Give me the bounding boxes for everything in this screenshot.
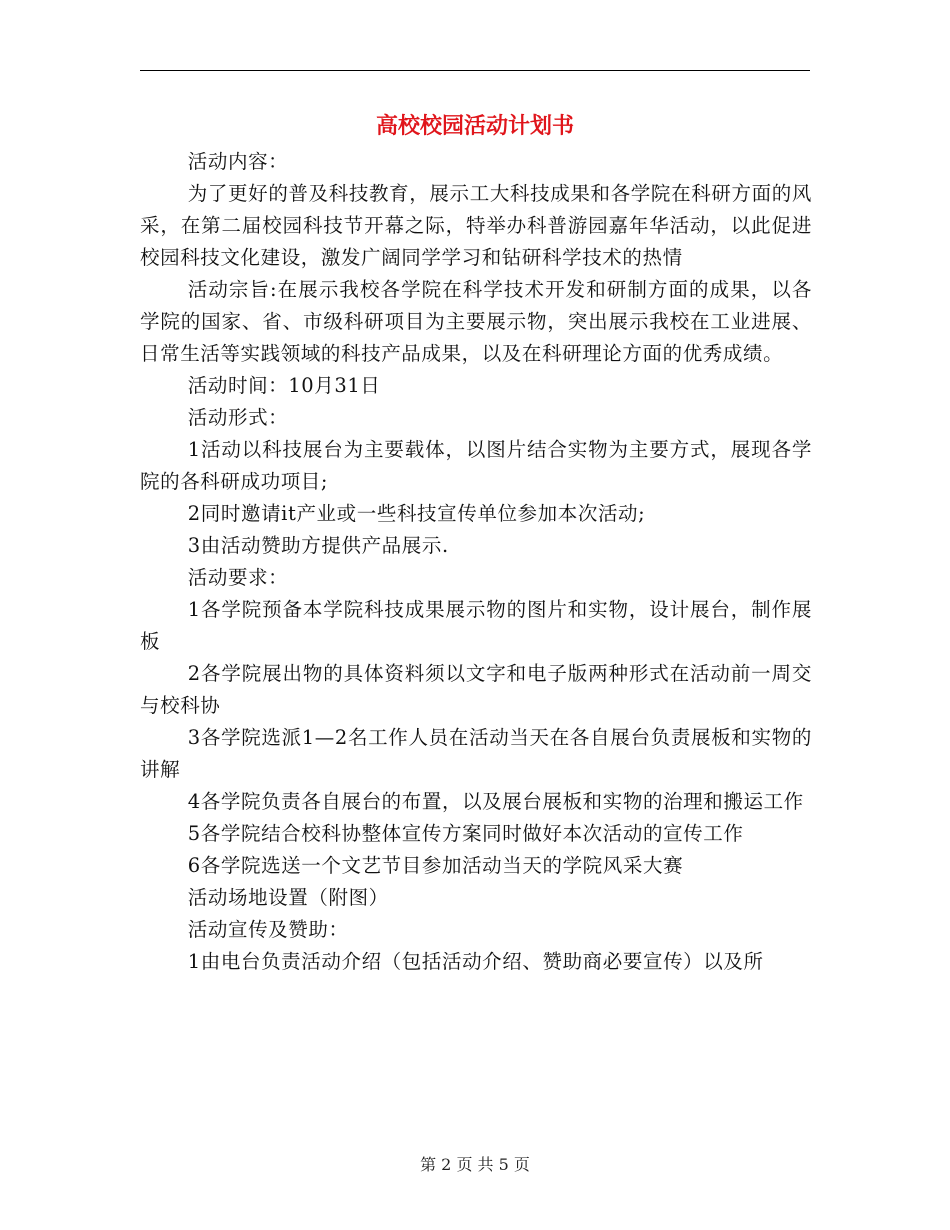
paragraph-promotion-item-1: 1由电台负责活动介绍（包括活动介绍、赞助商必要宣传）以及所 [187, 950, 764, 973]
paragraph-format-item-1: 1活动以科技展台为主要载体，以图片结合实物为主要方式，展现各学院的各科研成功项目; [140, 438, 812, 493]
paragraph-format-heading: 活动形式： [187, 406, 289, 429]
paragraph-requirement-1: 1各学院预备本学院科技成果展示物的图片和实物，设计展台，制作展板 [140, 598, 812, 653]
page-number: 第 2 页 共 5 页 [420, 1155, 530, 1174]
paragraph-format-item-3: 3由活动赞助方提供产品展示. [187, 534, 449, 557]
paragraph-requirement-6: 6各学院选送一个文艺节目参加活动当天的学院风采大赛 [187, 854, 684, 877]
paragraph-requirements-heading: 活动要求： [187, 566, 289, 589]
paragraph-content-heading: 活动内容： [187, 150, 289, 173]
paragraph-venue: 活动场地设置（附图） [187, 886, 389, 909]
document-body [140, 146, 812, 978]
header-rule [140, 70, 810, 71]
paragraph-promotion-heading: 活动宣传及赞助： [187, 918, 349, 941]
paragraph-requirement-5: 5各学院结合校科协整体宣传方案同时做好本次活动的宣传工作 [187, 822, 744, 845]
paragraph-format-item-2: 2同时邀请it产业或一些科技宣传单位参加本次活动; [187, 502, 646, 525]
paragraph-requirement-4: 4各学院负责各自展台的布置，以及展台展板和实物的治理和搬运工作 [187, 790, 804, 813]
paragraph-requirement-3: 3各学院选派1—2名工作人员在活动当天在各自展台负责展板和实物的讲解 [140, 726, 812, 781]
paragraph-requirement-2: 2各学院展出物的具体资料须以文字和电子版两种形式在活动前一周交与校科协 [140, 662, 812, 717]
document-title: 高校校园活动计划书 [375, 113, 574, 139]
paragraph-purpose: 活动宗旨:在展示我校各学院在科学技术开发和研制方面的成果，以各学院的国家、省、市级科研项目为主要展示物，突出展示我校在工业进展、日常生活等实践领域的科技产品成果，以及在科研理论方面的优秀成绩。 [140, 278, 812, 365]
paragraph-content-description: 为了更好的普及科技教育，展示工大科技成果和各学院在科研方面的风采，在第二届校园科技节开幕之际，特举办科普游园嘉年华活动，以此促进校园科技文化建设，激发广阔同学学习和钻研科学技术的热情 [140, 182, 812, 269]
paragraph-time: 活动时间：10月31日 [187, 374, 381, 397]
